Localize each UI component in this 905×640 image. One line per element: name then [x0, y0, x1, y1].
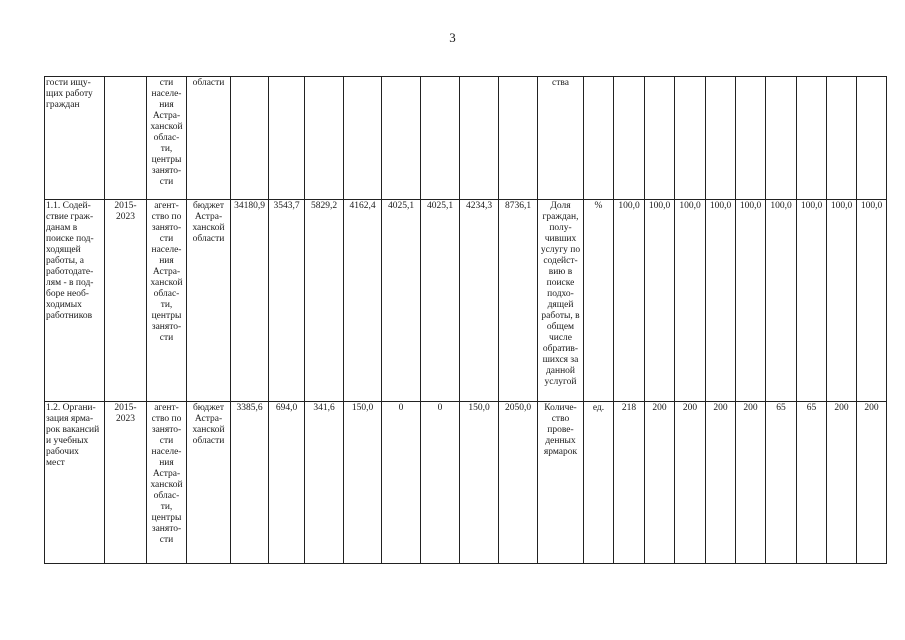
- unit-cell: %: [584, 200, 614, 402]
- table-row: [45, 402, 887, 564]
- target-value-cell: 100,0: [706, 200, 736, 402]
- target-value-cell: [706, 77, 736, 200]
- indicator-cell: Доля граждан, полу- чивших услугу по содейст- вию в поиске подхо- дящей работы, в общем числе обратив- шихся за данной услугой: [538, 200, 584, 402]
- funding-value-cell: 3385,6: [231, 402, 269, 564]
- target-value-cell: [766, 77, 797, 200]
- funding-value-cell: 0: [382, 402, 421, 564]
- target-value-cell: [736, 77, 766, 200]
- funding-value-cell: 150,0: [460, 402, 499, 564]
- funding-source-cell: бюджет Астра- ханской области: [187, 402, 231, 564]
- funding-source-cell: бюджет Астра- ханской области: [187, 200, 231, 402]
- target-value-cell: 100,0: [797, 200, 827, 402]
- funding-source-cell: области: [187, 77, 231, 200]
- funding-value-cell: 2050,0: [499, 402, 538, 564]
- funding-value-cell: 3543,7: [269, 200, 305, 402]
- funding-value-cell: [382, 77, 421, 200]
- activity-name-cell: гости ищу- щих работу граждан: [45, 77, 105, 200]
- target-value-cell: [857, 77, 887, 200]
- executor-cell: агент- ство по занято- сти населе- ния Астра- ханской облас- ти, центры занято- сти: [147, 402, 187, 564]
- indicator-cell: ства: [538, 77, 584, 200]
- target-value-cell: 100,0: [857, 200, 887, 402]
- target-value-cell: 200: [675, 402, 706, 564]
- target-value-cell: 100,0: [827, 200, 857, 402]
- funding-value-cell: 150,0: [344, 402, 382, 564]
- funding-value-cell: 34180,9: [231, 200, 269, 402]
- funding-value-cell: 8736,1: [499, 200, 538, 402]
- unit-cell: ед.: [584, 402, 614, 564]
- funding-value-cell: [460, 77, 499, 200]
- target-value-cell: 65: [766, 402, 797, 564]
- funding-value-cell: 4162,4: [344, 200, 382, 402]
- target-value-cell: [797, 77, 827, 200]
- target-value-cell: 200: [827, 402, 857, 564]
- funding-value-cell: 341,6: [305, 402, 344, 564]
- funding-value-cell: 694,0: [269, 402, 305, 564]
- target-value-cell: [675, 77, 706, 200]
- funding-value-cell: 4025,1: [382, 200, 421, 402]
- program-table: [44, 76, 887, 564]
- funding-value-cell: [421, 77, 460, 200]
- table-row: [45, 77, 887, 200]
- period-cell: 2015- 2023: [105, 402, 147, 564]
- target-value-cell: 200: [706, 402, 736, 564]
- target-value-cell: [614, 77, 645, 200]
- period-cell: 2015- 2023: [105, 200, 147, 402]
- target-value-cell: 100,0: [645, 200, 675, 402]
- indicator-cell: Количе- ство прове- денных ярмарок: [538, 402, 584, 564]
- activity-name-cell: 1.1. Содей- ствие граж- данам в поиске под- ходящей работы, а работодате- лям - в под- боре необ- ходимых работников: [45, 200, 105, 402]
- funding-value-cell: 4025,1: [421, 200, 460, 402]
- target-value-cell: 218: [614, 402, 645, 564]
- funding-value-cell: 4234,3: [460, 200, 499, 402]
- funding-value-cell: [499, 77, 538, 200]
- target-value-cell: 100,0: [614, 200, 645, 402]
- funding-value-cell: 5829,2: [305, 200, 344, 402]
- page-number: 3: [449, 30, 456, 45]
- target-value-cell: 100,0: [766, 200, 797, 402]
- funding-value-cell: 0: [421, 402, 460, 564]
- table-row: [45, 200, 887, 402]
- period-cell: [105, 77, 147, 200]
- target-value-cell: [827, 77, 857, 200]
- funding-value-cell: [231, 77, 269, 200]
- activity-name-cell: 1.2. Органи- зация ярма- рок вакансий и учебных рабочих мест: [45, 402, 105, 564]
- target-value-cell: 100,0: [736, 200, 766, 402]
- target-value-cell: 65: [797, 402, 827, 564]
- executor-cell: сти населе- ния Астра- ханской облас- ти, центры занято- сти: [147, 77, 187, 200]
- target-value-cell: [645, 77, 675, 200]
- target-value-cell: 200: [645, 402, 675, 564]
- executor-cell: агент- ство по занято- сти населе- ния Астра- ханской облас- ти, центры занято- сти: [147, 200, 187, 402]
- funding-value-cell: [305, 77, 344, 200]
- target-value-cell: 200: [857, 402, 887, 564]
- target-value-cell: 200: [736, 402, 766, 564]
- funding-value-cell: [269, 77, 305, 200]
- target-value-cell: 100,0: [675, 200, 706, 402]
- unit-cell: [584, 77, 614, 200]
- funding-value-cell: [344, 77, 382, 200]
